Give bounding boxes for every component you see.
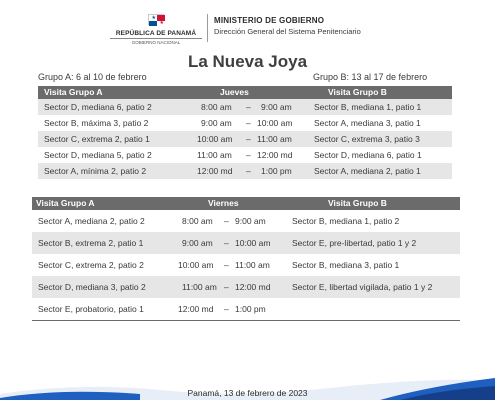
cell-dash: – [224, 282, 229, 292]
cell-group-a: Sector C, extrema 2, patio 1 [44, 134, 150, 144]
header-group-a: Visita Grupo A [36, 198, 95, 208]
cell-start-time: 9:00 am [182, 238, 213, 248]
header-group-b: Visita Grupo B [328, 87, 387, 97]
cell-group-a: Sector A, mínima 2, patio 2 [44, 166, 147, 176]
cell-dash: – [224, 304, 229, 314]
cell-group-b: Sector A, mediana 3, patio 1 [314, 118, 421, 128]
document-header [0, 10, 495, 44]
table-row [38, 163, 452, 179]
page-title: La Nueva Joya [187, 52, 308, 71]
cell-group-b: Sector E, pre-libertad, patio 1 y 2 [292, 238, 417, 248]
cell-group-a: Sector D, mediana 3, patio 2 [38, 282, 146, 292]
cell-start-time: 8:00 am [182, 216, 213, 226]
table-header [38, 86, 452, 99]
cell-group-b: Sector E, libertad vigilada, patio 1 y 2 [292, 282, 433, 292]
table-row [38, 131, 452, 147]
cell-dash: – [246, 166, 251, 176]
cell-group-a: Sector B, máxima 3, patio 2 [44, 118, 149, 128]
table-row [38, 147, 452, 163]
cell-end-time: 9:00 am [235, 216, 266, 226]
cell-start-time: 12:00 md [197, 166, 233, 176]
table-row [38, 99, 452, 115]
republic-label: REPÚBLICA DE PANAMÁ [115, 30, 197, 37]
header-day: Viernes [208, 198, 239, 208]
cell-end-time: 10:00 am [257, 118, 293, 128]
cell-group-b: Sector B, mediana 1, patio 2 [292, 216, 400, 226]
cell-group-b: Sector B, mediana 1, patio 1 [314, 102, 422, 112]
panama-flag-icon: ★ ★ [148, 14, 164, 25]
cell-group-a: Sector D, mediana 5, patio 2 [44, 150, 152, 160]
cell-start-time: 10:00 am [178, 260, 214, 270]
header-group-a: Visita Grupo A [44, 87, 103, 97]
cell-dash: – [246, 150, 251, 160]
header-group-b: Visita Grupo B [328, 198, 387, 208]
cell-group-b: Sector C, extrema 3, patio 3 [314, 134, 420, 144]
cell-start-time: 12:00 md [178, 304, 214, 314]
cell-dash: – [246, 118, 251, 128]
cell-end-time: 11:00 am [235, 260, 270, 270]
cell-end-time: 9:00 am [261, 102, 292, 112]
thursday-schedule-table [38, 86, 452, 179]
cell-dash: – [224, 216, 229, 226]
header-divider [207, 14, 208, 42]
group-a-dates: Grupo A: 6 al 10 de febrero [38, 72, 147, 82]
cell-dash: – [246, 134, 251, 144]
cell-group-a: Sector E, probatorio, patio 1 [38, 304, 144, 314]
footer-date: Panamá, 13 de febrero de 2023 [187, 388, 308, 398]
cell-group-b: Sector D, mediana 6, patio 1 [314, 150, 422, 160]
table-row [32, 276, 460, 298]
cell-group-a: Sector A, mediana 2, patio 2 [38, 216, 145, 226]
table-row [32, 210, 460, 232]
cell-group-b: Sector B, mediana 3, patio 1 [292, 260, 400, 270]
cell-end-time: 10:00 am [235, 238, 271, 248]
cell-dash: – [224, 238, 229, 248]
cell-start-time: 9:00 am [201, 118, 232, 128]
table-header [32, 197, 460, 210]
cell-start-time: 11:00 am [197, 150, 232, 160]
government-label: GOBIERNO NACIONAL [110, 38, 202, 45]
cell-end-time: 1:00 pm [235, 304, 266, 314]
table-row [32, 298, 460, 320]
table-row [38, 115, 452, 131]
header-day: Jueves [220, 87, 249, 97]
cell-start-time: 10:00 am [197, 134, 233, 144]
directorate-subtitle: Dirección General del Sistema Penitenciario [214, 27, 361, 36]
table-row [32, 232, 460, 254]
cell-end-time: 1:00 pm [261, 166, 292, 176]
friday-schedule-table [32, 197, 460, 321]
cell-dash: – [224, 260, 229, 270]
cell-group-a: Sector D, mediana 6, patio 2 [44, 102, 152, 112]
cell-start-time: 8:00 am [201, 102, 232, 112]
ministry-title: MINISTERIO DE GOBIERNO [214, 16, 325, 25]
cell-end-time: 12:00 md [235, 282, 271, 292]
cell-end-time: 12:00 md [257, 150, 293, 160]
cell-group-a: Sector C, extrema 2, patio 2 [38, 260, 144, 270]
cell-dash: – [246, 102, 251, 112]
cell-start-time: 11:00 am [182, 282, 217, 292]
cell-end-time: 11:00 am [257, 134, 292, 144]
table-row [32, 254, 460, 276]
group-b-dates: Grupo B: 13 al 17 de febrero [313, 72, 428, 82]
cell-group-a: Sector B, extrema 2, patio 1 [38, 238, 144, 248]
cell-group-b: Sector A, mediana 2, patio 1 [314, 166, 421, 176]
